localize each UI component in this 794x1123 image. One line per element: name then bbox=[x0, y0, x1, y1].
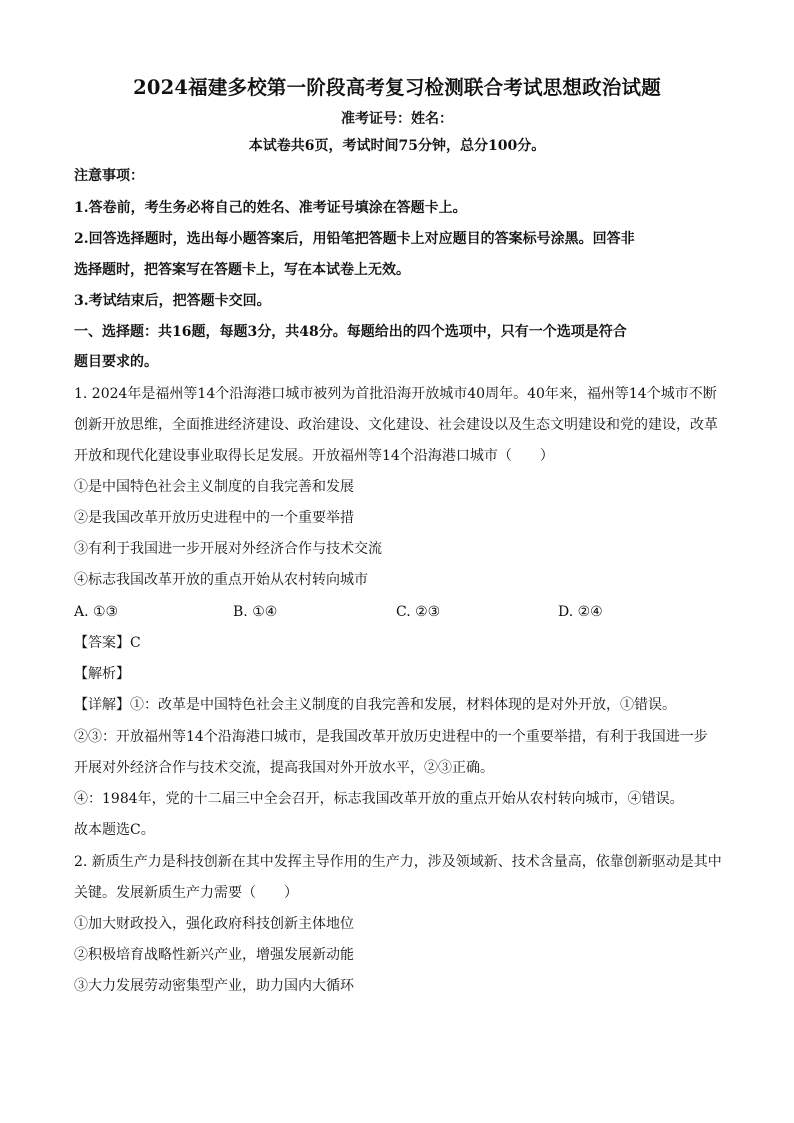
q2-stem-line: 关键。发展新质生产力需要（ ） bbox=[74, 885, 298, 901]
q1-statement: ①是中国特色社会主义制度的自我完善和发展 bbox=[74, 479, 354, 495]
q1-conclusion: 故本题选C。 bbox=[74, 822, 155, 838]
answer-value: C bbox=[130, 635, 141, 651]
q1-stem-line: 开放和现代化建设事业取得长足发展。开放福州等14个沿海港口城市（ ） bbox=[74, 448, 554, 464]
q1-detail-line: 开展对外经济合作与技术交流，提高我国对外开放水平，②③正确。 bbox=[74, 760, 494, 776]
q1-detail-line: 【详解】①：改革是中国特色社会主义制度的自我完善和发展，材料体现的是对外开放，①错误。 bbox=[74, 697, 676, 713]
exam-id-name-line: 准考证号：姓名： bbox=[341, 111, 453, 127]
q1-option-d: D. ②④ bbox=[558, 604, 603, 620]
q2-statement: ③大力发展劳动密集型产业，助力国内大循环 bbox=[74, 978, 354, 994]
note-item: 1.答卷前，考生务必将自己的姓名、准考证号填涂在答题卡上。 bbox=[74, 200, 467, 216]
q1-option-c: C. ②③ bbox=[396, 604, 441, 620]
q1-detail-line: ②③：开放福州等14个沿海港口城市，是我国改革开放历史进程中的一个重要举措，有利于我国进一步 bbox=[74, 729, 708, 745]
q1-answer bbox=[74, 633, 141, 653]
q1-statement: ④标志我国改革开放的重点开始从农村转向城市 bbox=[74, 572, 368, 588]
section-heading: 一、选择题：共16题，每题3分，共48分。每题给出的四个选项中，只有一个选项是符合 bbox=[74, 324, 627, 340]
note-item: 2.回答选择题时，选出每小题答案后，用铅笔把答题卡上对应题目的答案标号涂黑。回答非 bbox=[74, 231, 635, 247]
q2-stem-line: 2. 新质生产力是科技创新在其中发挥主导作用的生产力，涉及领域新、技术含量高，依靠创新驱动是其中 bbox=[74, 854, 722, 870]
note-item: 选择题时，把答案写在答题卡上，写在本试卷上无效。 bbox=[74, 262, 410, 278]
q2-statement: ①加大财政投入，强化政府科技创新主体地位 bbox=[74, 916, 354, 932]
q1-option-a: A. ①③ bbox=[74, 604, 119, 620]
q2-statement: ②积极培育战略性新兴产业，增强发展新动能 bbox=[74, 947, 354, 963]
q1-statement: ③有利于我国进一步开展对外经济合作与技术交流 bbox=[74, 541, 382, 557]
q1-stem-line: 创新开放思维，全面推进经济建设、政治建设、文化建设、社会建设以及生态文明建设和党的建设，改革 bbox=[74, 417, 718, 433]
detail-tag: 【详解】 bbox=[74, 697, 130, 713]
q1-stem-line: 1. 2024年是福州等14个沿海港口城市被列为首批沿海开放城市40周年。40年来，福州等14个城市不断 bbox=[74, 386, 717, 402]
answer-tag: 【答案】 bbox=[74, 635, 130, 651]
q1-statement: ②是我国改革开放历史进程中的一个重要举措 bbox=[74, 510, 354, 526]
note-item: 3.考试结束后，把答题卡交回。 bbox=[74, 293, 271, 309]
exam-info-line: 本试卷共6页，考试时间75分钟，总分100分。 bbox=[248, 138, 546, 154]
q1-option-b: B. ①④ bbox=[233, 604, 278, 620]
notes-heading: 注意事项： bbox=[74, 168, 144, 184]
q1-detail-line: ④：1984年，党的十二届三中全会召开，标志我国改革开放的重点开始从农村转向城市，④错误。 bbox=[74, 791, 684, 807]
section-heading: 题目要求的。 bbox=[74, 354, 158, 370]
q1-analysis-tag: 【解析】 bbox=[74, 666, 130, 682]
page-title: 2024福建多校第一阶段高考复习检测联合考试思想政治试题 bbox=[133, 76, 661, 99]
